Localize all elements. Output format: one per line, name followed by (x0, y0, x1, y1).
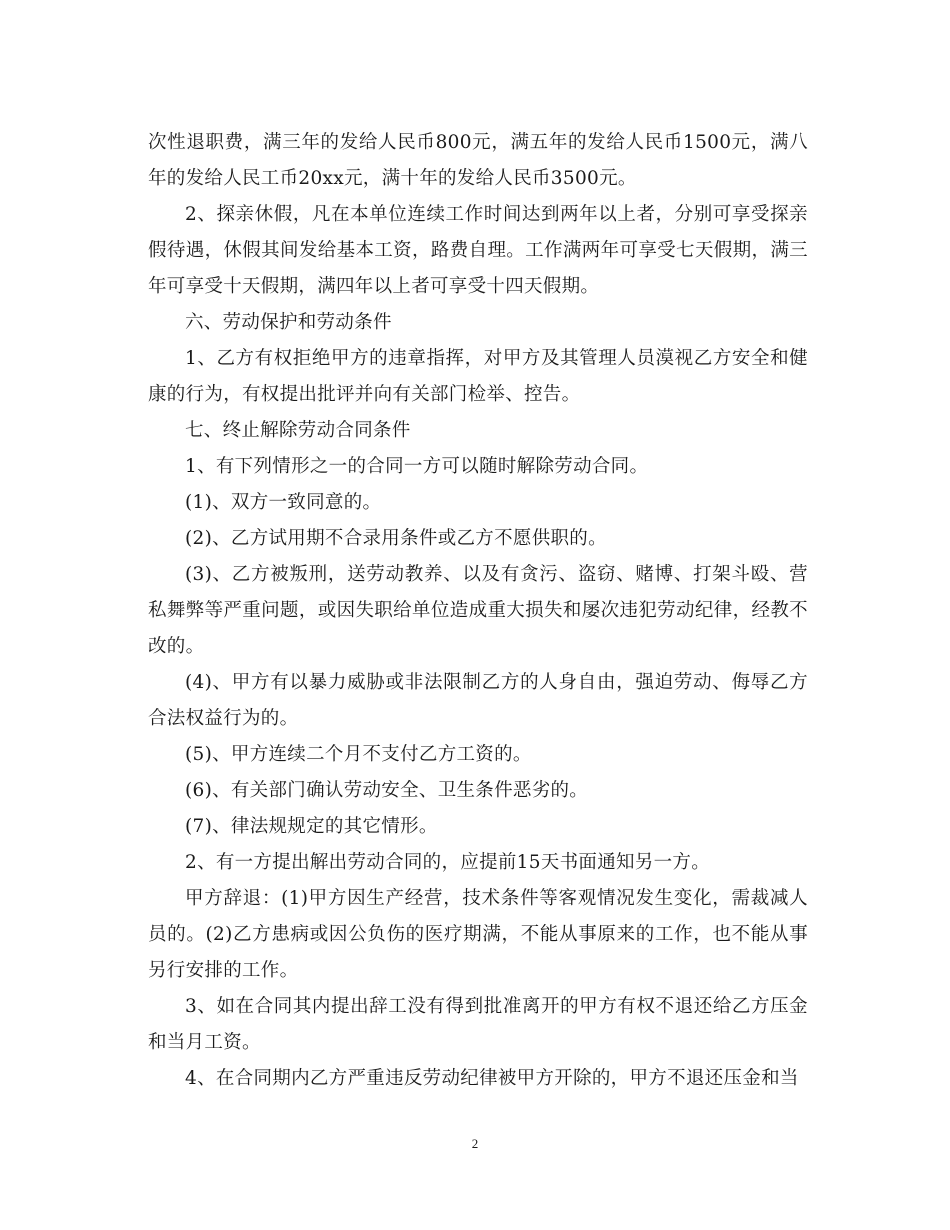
paragraph: 1、乙方有权拒绝甲方的违章指挥，对甲方及其管理人员漠视乙方安全和健康的行为，有权提出批评并向有关部门检举、控告。 (148, 348, 808, 405)
paragraph: 甲方辞退：(1)甲方因生产经营，技术条件等客观情况发生变化，需裁减人员的。(2)乙方患病或因公负伤的医疗期满，不能从事原来的工作，也不能从事另行安排的工作。 (148, 888, 808, 981)
paragraph: 3、如在合同其内提出辞工没有得到批准离开的甲方有权不退还给乙方压金和当月工资。 (148, 996, 808, 1053)
list-item: (5)、甲方连续二个月不支付乙方工资的。 (185, 744, 532, 765)
paragraph: 2、有一方提出解出劳动合同的，应提前15天书面通知另一方。 (185, 852, 711, 873)
page-number: 2 (471, 1136, 479, 1151)
list-item: (6)、有关部门确认劳动安全、卫生条件恶劣的。 (185, 780, 589, 801)
list-item: (2)、乙方试用期不合录用条件或乙方不愿供职的。 (185, 528, 607, 549)
paragraph: 1、有下列情形之一的合同一方可以随时解除劳动合同。 (185, 456, 649, 477)
paragraph: 次性退职费，满三年的发给人民币800元，满五年的发给人民币1500元，满八年的发给人民工币20xx元，满十年的发给人民币3500元。 (148, 132, 808, 189)
section-heading: 七、终止解除劳动合同条件 (185, 420, 411, 441)
list-item: (3)、乙方被叛刑，送劳动教养、以及有贪污、盗窃、赌博、打架斗殴、营私舞弊等严重问题，或因失职给单位造成重大损失和屡次违犯劳动纪律，经教不改的。 (148, 564, 808, 657)
document-body (148, 125, 808, 1097)
paragraph: 2、探亲休假，凡在本单位连续工作时间达到两年以上者，分别可享受探亲假待遇，休假其间发给基本工资，路费自理。工作满两年可享受七天假期，满三年可享受十天假期，满四年以上者可享受十四天假期。 (148, 204, 808, 297)
section-heading: 六、劳动保护和劳动条件 (185, 312, 392, 333)
list-item: (4)、甲方有以暴力威胁或非法限制乙方的人身自由，强迫劳动、侮辱乙方合法权益行为的。 (148, 672, 808, 729)
list-item: (7)、律法规规定的其它情形。 (185, 816, 438, 837)
paragraph: 4、在合同期内乙方严重违反劳动纪律被甲方开除的，甲方不退还压金和当 (185, 1068, 799, 1089)
list-item: (1)、双方一致同意的。 (185, 492, 382, 513)
